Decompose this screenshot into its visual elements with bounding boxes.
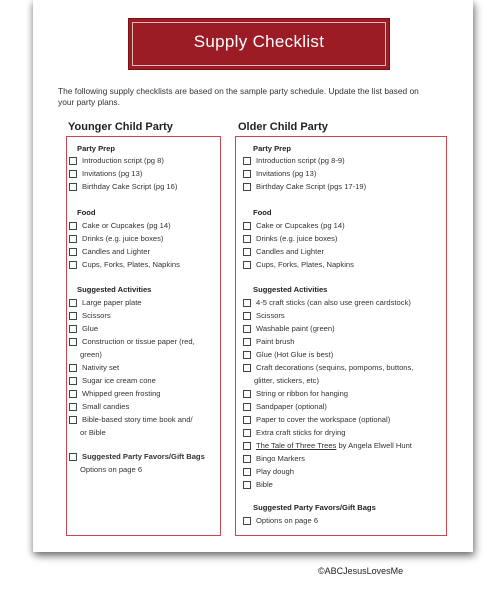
older-prep-title: Party Prep bbox=[253, 144, 291, 153]
checkbox[interactable] bbox=[69, 338, 77, 346]
checkbox[interactable] bbox=[243, 403, 251, 411]
intro-line-2: your party plans. bbox=[58, 97, 120, 107]
older-activity-item[interactable]: Extra craft sticks for drying bbox=[243, 428, 345, 437]
checkbox[interactable] bbox=[69, 312, 77, 320]
checkbox[interactable] bbox=[243, 468, 251, 476]
checkbox[interactable] bbox=[243, 261, 251, 269]
younger-favors-text: Options on page 6 bbox=[80, 465, 143, 474]
checkbox[interactable] bbox=[243, 222, 251, 230]
older-activity-item-book[interactable] bbox=[243, 441, 412, 450]
checkbox[interactable] bbox=[69, 390, 77, 398]
checkbox[interactable] bbox=[69, 183, 77, 191]
younger-activity-item[interactable]: Glue bbox=[69, 324, 98, 333]
checkbox[interactable] bbox=[69, 416, 77, 424]
checkbox[interactable] bbox=[243, 338, 251, 346]
older-activity-item[interactable]: Paper to cover the workspace (optional) bbox=[243, 415, 390, 424]
older-box bbox=[235, 136, 447, 536]
older-activity-item[interactable]: Play dough bbox=[243, 467, 294, 476]
older-food-item[interactable]: Cups, Forks, Plates, Napkins bbox=[243, 260, 354, 269]
older-activity-item[interactable]: 4-5 craft sticks (can also use green cardstock) bbox=[243, 298, 411, 307]
younger-food-item[interactable]: Cake or Cupcakes (pg 14) bbox=[69, 221, 171, 230]
older-food-item[interactable]: Cake or Cupcakes (pg 14) bbox=[243, 221, 345, 230]
checkbox[interactable] bbox=[243, 312, 251, 320]
younger-activity-item[interactable]: Sugar ice cream cone bbox=[69, 376, 156, 385]
younger-activity-item[interactable]: Nativity set bbox=[69, 363, 119, 372]
intro-line-1: The following supply checklists are based on the sample party schedule. Update the list based on bbox=[58, 86, 419, 96]
older-favors-item[interactable]: Options on page 6 bbox=[243, 516, 318, 525]
checkbox[interactable] bbox=[243, 442, 251, 450]
checkbox[interactable] bbox=[243, 429, 251, 437]
younger-prep-item[interactable]: Birthday Cake Script (pg 16) bbox=[69, 182, 177, 191]
younger-activity-item[interactable]: Scissors bbox=[69, 311, 111, 320]
page-title: Supply Checklist bbox=[193, 32, 325, 51]
older-activities-title: Suggested Activities bbox=[253, 285, 328, 294]
younger-activity-continuation: green) bbox=[80, 350, 102, 359]
checkbox[interactable] bbox=[69, 453, 77, 461]
older-prep-item[interactable]: Invitations (pg 13) bbox=[243, 169, 316, 178]
older-activity-item[interactable]: Bingo Markers bbox=[243, 454, 305, 463]
younger-prep-item[interactable]: Introduction script (pg 8) bbox=[69, 156, 164, 165]
book-author: by Angela Elwell Hunt bbox=[336, 441, 412, 450]
older-activity-item[interactable]: Bible bbox=[243, 480, 273, 489]
checkbox[interactable] bbox=[69, 299, 77, 307]
checkbox[interactable] bbox=[69, 170, 77, 178]
older-prep-item[interactable]: Birthday Cake Script (pgs 17-19) bbox=[243, 182, 366, 191]
checkbox[interactable] bbox=[69, 235, 77, 243]
younger-activity-item[interactable]: Bible-based story time book and/ bbox=[69, 415, 193, 424]
older-prep-item[interactable]: Introduction script (pg 8-9) bbox=[243, 156, 345, 165]
checkbox[interactable] bbox=[243, 481, 251, 489]
checkbox[interactable] bbox=[69, 377, 77, 385]
checkbox[interactable] bbox=[243, 248, 251, 256]
title-banner bbox=[128, 18, 390, 70]
younger-activity-continuation: or Bible bbox=[80, 428, 106, 437]
older-activity-item[interactable]: String or ribbon for hanging bbox=[243, 389, 348, 398]
younger-favors-item[interactable]: Suggested Party Favors/Gift Bags bbox=[69, 452, 205, 461]
checkbox[interactable] bbox=[69, 325, 77, 333]
younger-activities-title: Suggested Activities bbox=[77, 285, 152, 294]
checkbox[interactable] bbox=[69, 364, 77, 372]
checkbox[interactable] bbox=[243, 390, 251, 398]
older-heading: Older Child Party bbox=[238, 121, 328, 133]
book-title: The Tale of Three Trees bbox=[256, 441, 337, 450]
older-activity-item[interactable]: Craft decorations (sequins, pompoms, buttons, bbox=[243, 363, 413, 372]
younger-food-title: Food bbox=[77, 208, 96, 217]
checkbox[interactable] bbox=[243, 183, 251, 191]
checkbox[interactable] bbox=[243, 364, 251, 372]
older-activity-item[interactable]: Paint brush bbox=[243, 337, 294, 346]
older-activity-item[interactable]: Scissors bbox=[243, 311, 285, 320]
younger-activity-item[interactable]: Whipped green frosting bbox=[69, 389, 161, 398]
checkbox[interactable] bbox=[69, 157, 77, 165]
younger-food-item[interactable]: Candles and Lighter bbox=[69, 247, 150, 256]
checkbox[interactable] bbox=[243, 416, 251, 424]
checkbox[interactable] bbox=[69, 222, 77, 230]
older-food-item[interactable]: Drinks (e.g. juice boxes) bbox=[243, 234, 337, 243]
younger-box bbox=[66, 136, 221, 536]
checkbox[interactable] bbox=[243, 455, 251, 463]
checklist-page bbox=[33, 0, 473, 552]
older-food-item[interactable]: Candles and Lighter bbox=[243, 247, 324, 256]
younger-heading: Younger Child Party bbox=[68, 121, 173, 133]
older-activity-item[interactable]: Glue (Hot Glue is best) bbox=[243, 350, 333, 359]
younger-activity-item[interactable]: Small candies bbox=[69, 402, 129, 411]
checkbox[interactable] bbox=[243, 351, 251, 359]
older-favors-title: Suggested Party Favors/Gift Bags bbox=[253, 503, 376, 512]
checkbox[interactable] bbox=[243, 170, 251, 178]
younger-prep-title: Party Prep bbox=[77, 144, 115, 153]
older-activity-continuation: glitter, stickers, etc) bbox=[254, 376, 319, 385]
checkbox[interactable] bbox=[243, 235, 251, 243]
checkbox[interactable] bbox=[69, 261, 77, 269]
older-activity-item[interactable]: Washable paint (green) bbox=[243, 324, 335, 333]
copyright-text: ©ABCJesusLovesMe bbox=[318, 566, 404, 576]
younger-food-item[interactable]: Drinks (e.g. juice boxes) bbox=[69, 234, 163, 243]
checkbox[interactable] bbox=[243, 299, 251, 307]
checkbox[interactable] bbox=[243, 157, 251, 165]
younger-food-item[interactable]: Cups, Forks, Plates, Napkins bbox=[69, 260, 180, 269]
intro-text bbox=[58, 86, 468, 108]
checkbox[interactable] bbox=[243, 325, 251, 333]
checkbox[interactable] bbox=[69, 248, 77, 256]
younger-prep-item[interactable]: Invitations (pg 13) bbox=[69, 169, 142, 178]
younger-activity-item[interactable]: Construction or tissue paper (red, bbox=[69, 337, 195, 346]
older-food-title: Food bbox=[253, 208, 272, 217]
younger-activity-item[interactable]: Large paper plate bbox=[69, 298, 142, 307]
checkbox[interactable] bbox=[69, 403, 77, 411]
checkbox[interactable] bbox=[243, 517, 251, 525]
older-activity-item[interactable]: Sandpaper (optional) bbox=[243, 402, 327, 411]
